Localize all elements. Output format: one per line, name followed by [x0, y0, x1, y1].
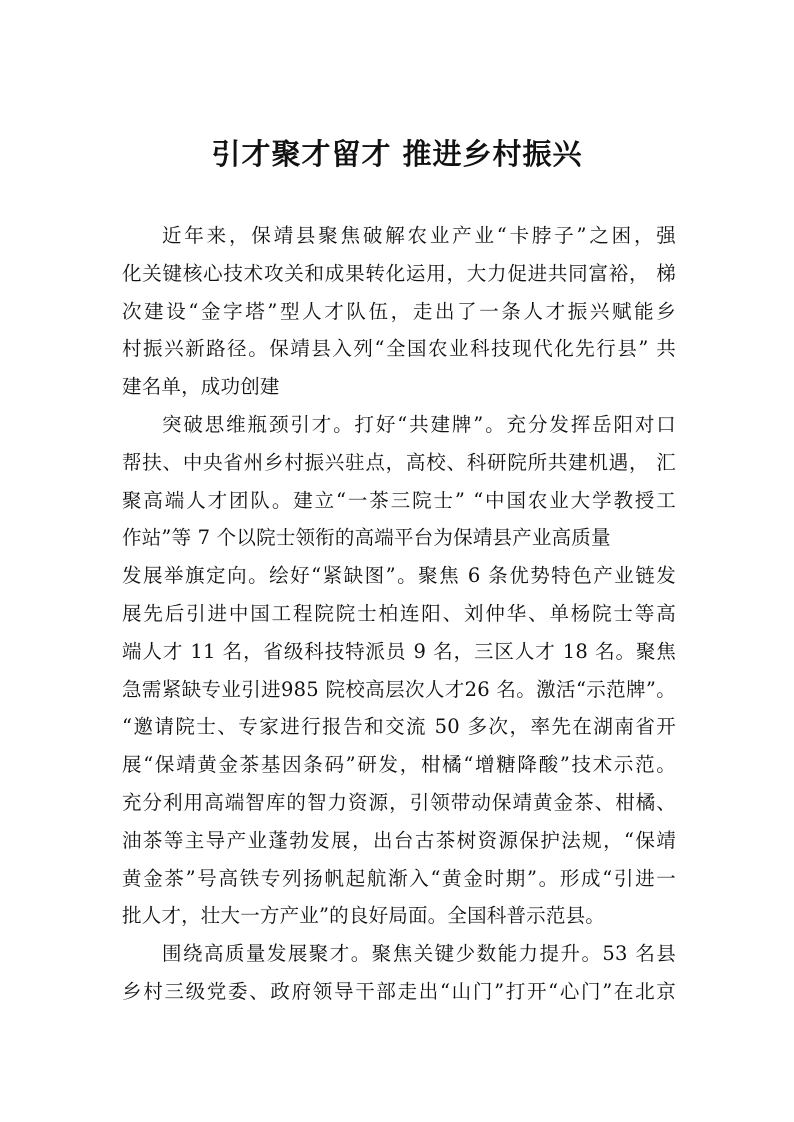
- text-line: 帮扶、中央省州乡村振兴驻点，高校、科研院所共建机遇， 汇: [122, 450, 676, 474]
- text-line: 近年来，保靖县聚焦破解农业产业“卡脖子”之困，强: [162, 224, 676, 247]
- text-line: 乡村三级党委、政府领导干部走出“山门”打开“心门”在北京: [122, 979, 676, 1003]
- text-line: 充分利用高端智库的智力资源，引领带动保靖黄金茶、柑橘、: [122, 790, 676, 814]
- text-line: 聚高端人才团队。建立“一茶三院士” “中国农业大学教授工: [122, 488, 676, 512]
- text-line: 展“保靖黄金茶基因条码”研发，柑橘“增糖降酸”技术示范。: [122, 753, 676, 777]
- text-line: 批人才，壮大一方产业”的良好局面。全国科普示范县。: [122, 904, 605, 928]
- text-line: 发展举旗定向。绘好“紧缺图”。聚焦 6 条优势特色产业链发: [122, 564, 676, 588]
- text-line: 围绕高质量发展聚才。聚焦关键少数能力提升。53 名县: [162, 942, 676, 966]
- text-line: 次建设“金字塔”型人才队伍，走出了一条人才振兴赋能乡: [122, 299, 676, 323]
- text-line: 村振兴新路径。保靖县入列“全国农业科技现代化先行县” 共: [122, 337, 676, 361]
- text-line: 建名单，成功创建: [122, 375, 280, 399]
- text-line: 展先后引进中国工程院院士柏连阳、刘仲华、单杨院士等高: [122, 601, 676, 625]
- text-line: “邀请院士、专家进行报告和交流 50 多次，率先在湖南省开: [122, 715, 676, 739]
- text-line: 突破思维瓶颈引才。打好“共建牌”。充分发挥岳阳对口: [162, 412, 676, 436]
- text-line: 急需紧缺专业引进985 院校高层次人才26 名。激活“示范牌”。: [122, 677, 676, 701]
- text-line: 油茶等主导产业蓬勃发展，出台古茶树资源保护法规，“保靖: [122, 828, 676, 852]
- text-line: 化关键核心技术攻关和成果转化运用，大力促进共同富裕， 梯: [122, 261, 676, 285]
- text-line: 端人才 11 名，省级科技特派员 9 名，三区人才 18 名。聚焦: [122, 639, 676, 663]
- text-line: 黄金茶”号高铁专列扬帆起航渐入“黄金时期”。形成“引进一: [122, 866, 676, 890]
- document-title: 引才聚才留才 推进乡村振兴: [211, 137, 583, 171]
- text-line: 作站”等 7 个以院士领衔的高端平台为保靖县产业高质量: [122, 526, 611, 550]
- document-body: [122, 217, 676, 1011]
